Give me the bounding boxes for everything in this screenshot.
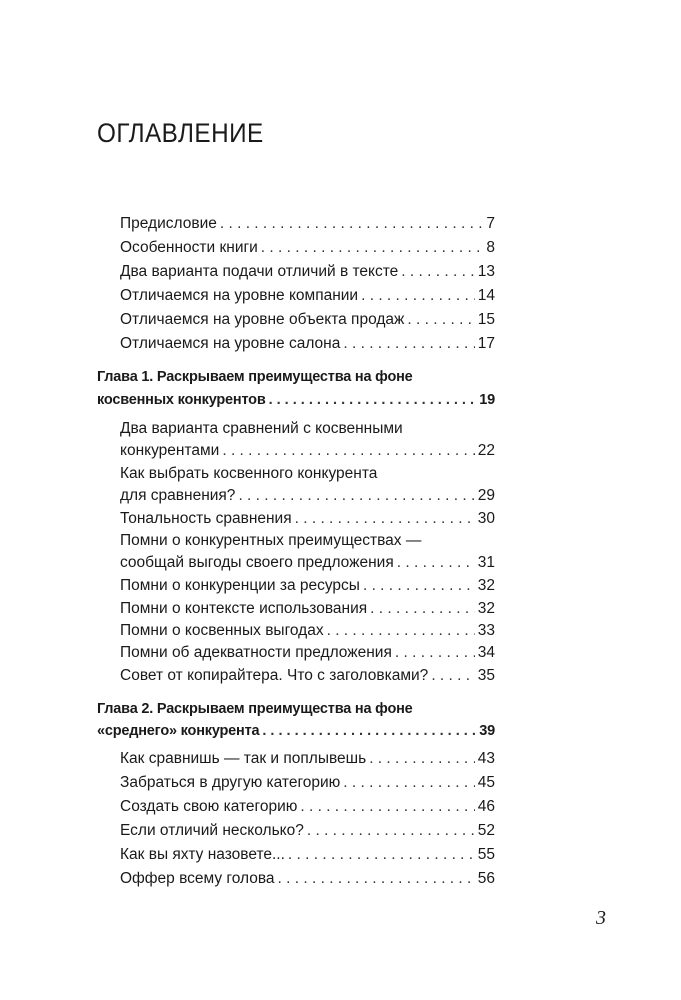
toc-entry-page: 52 bbox=[477, 822, 495, 839]
toc-entry-page: 8 bbox=[486, 239, 495, 256]
toc-entry-label: Особенности книги bbox=[120, 239, 258, 256]
toc-entry-page: 45 bbox=[477, 774, 495, 791]
leader-dots bbox=[397, 552, 475, 574]
leader-dots bbox=[278, 868, 475, 890]
toc-entry-page: 17 bbox=[477, 335, 495, 352]
toc-entry[interactable] bbox=[120, 285, 495, 307]
toc-entry-label: Два варианта подачи отличий в тексте bbox=[120, 263, 399, 280]
toc-entry-page: 56 bbox=[477, 870, 495, 887]
toc-entry-label: Если отличий несколько? bbox=[120, 822, 304, 839]
toc-entry-page: 15 bbox=[477, 311, 495, 328]
leader-dots bbox=[300, 796, 474, 818]
toc-entry[interactable] bbox=[120, 261, 495, 283]
toc-entry-page: 29 bbox=[477, 487, 495, 504]
toc-entry-page: 31 bbox=[477, 554, 495, 571]
toc-entry-page: 22 bbox=[477, 442, 495, 459]
toc-entry-label: конкурентами bbox=[120, 442, 220, 459]
leader-dots bbox=[343, 333, 474, 355]
toc-entry[interactable] bbox=[120, 485, 495, 507]
page-number: 3 bbox=[596, 907, 606, 929]
toc-entry[interactable] bbox=[120, 772, 495, 794]
toc-entry[interactable] bbox=[120, 665, 495, 687]
leader-dots bbox=[262, 720, 476, 742]
toc-entry-page: 14 bbox=[477, 287, 495, 304]
toc-entry-page: 7 bbox=[486, 215, 495, 232]
toc-entry-label: Создать свою категорию bbox=[120, 798, 298, 815]
toc-entry[interactable] bbox=[120, 309, 495, 331]
toc-entry-label: Как вы яхту назовете... bbox=[120, 846, 285, 863]
toc-entry[interactable] bbox=[120, 213, 495, 235]
toc-entry-label: Как сравнишь — так и поплывешь bbox=[120, 750, 367, 767]
toc-entry[interactable] bbox=[120, 748, 495, 770]
toc-entry-label: для сравнения? bbox=[120, 487, 236, 504]
leader-dots bbox=[222, 440, 474, 462]
leader-dots bbox=[401, 261, 474, 283]
toc-entry[interactable] bbox=[120, 333, 495, 355]
chapter-1-page: 19 bbox=[479, 392, 495, 408]
chapter-1-heading[interactable] bbox=[97, 389, 495, 411]
toc-entry-label: Отличаемся на уровне компании bbox=[120, 287, 359, 304]
chapter-1-heading-line2: косвенных конкурентов bbox=[97, 392, 266, 408]
toc-entry-page: 55 bbox=[477, 846, 495, 863]
toc-entry[interactable] bbox=[120, 620, 495, 642]
toc-entry-label: сообщай выгоды своего предложения bbox=[120, 554, 394, 571]
toc-entry-label: Помни о конкуренции за ресурсы bbox=[120, 577, 360, 594]
toc-entry-page: 46 bbox=[477, 798, 495, 815]
toc-entry[interactable] bbox=[120, 844, 495, 866]
toc-entry[interactable] bbox=[120, 868, 495, 890]
toc-entry-page: 32 bbox=[477, 577, 495, 594]
toc-entry-line1: Как выбрать косвенного конкурента bbox=[120, 465, 378, 482]
toc-entry-page: 33 bbox=[477, 622, 495, 639]
leader-dots bbox=[361, 285, 475, 307]
toc-entry-line1: Два варианта сравнений с косвенными bbox=[120, 420, 403, 437]
chapter-2-heading-line1[interactable]: Глава 2. Раскрываем преимущества на фоне bbox=[97, 701, 413, 717]
chapter-2-heading[interactable] bbox=[97, 720, 495, 742]
toc-entry[interactable] bbox=[120, 642, 495, 664]
toc-entry-label: Забраться в другую категорию bbox=[120, 774, 341, 791]
leader-dots bbox=[295, 508, 475, 530]
toc-entry-page: 43 bbox=[477, 750, 495, 767]
toc-entry[interactable] bbox=[120, 598, 495, 620]
toc-entry-label: Тональность сравнения bbox=[120, 510, 292, 527]
leader-dots bbox=[343, 772, 474, 794]
leader-dots bbox=[288, 844, 475, 866]
leader-dots bbox=[220, 213, 484, 235]
toc-entry-label: Помни об адекватности предложения bbox=[120, 644, 392, 661]
leader-dots bbox=[363, 575, 475, 597]
toc-entry-label: Оффер всему голова bbox=[120, 870, 275, 887]
toc-entry[interactable] bbox=[120, 552, 495, 574]
toc-entry-page: 34 bbox=[477, 644, 495, 661]
page-title: ОГЛАВЛЕНИЕ bbox=[97, 118, 264, 148]
leader-dots bbox=[431, 665, 474, 687]
toc-entry[interactable] bbox=[120, 440, 495, 462]
toc-entry-page: 13 bbox=[477, 263, 495, 280]
leader-dots bbox=[407, 309, 474, 331]
toc-entry-label: Совет от копирайтера. Что с заголовками? bbox=[120, 667, 429, 684]
toc-entry[interactable] bbox=[120, 796, 495, 818]
leader-dots bbox=[327, 620, 475, 642]
toc-entry-page: 32 bbox=[477, 600, 495, 617]
leader-dots bbox=[370, 598, 475, 620]
toc-entry-label: Отличаемся на уровне салона bbox=[120, 335, 341, 352]
toc-entry[interactable] bbox=[120, 820, 495, 842]
toc-entry-label: Помни о контексте использования bbox=[120, 600, 368, 617]
toc-entry-page: 35 bbox=[477, 667, 495, 684]
toc-entry[interactable] bbox=[120, 237, 495, 259]
toc-entry-page: 30 bbox=[477, 510, 495, 527]
leader-dots bbox=[269, 389, 477, 411]
toc-entry[interactable] bbox=[120, 508, 495, 530]
leader-dots bbox=[261, 237, 484, 259]
toc-entry-label: Отличаемся на уровне объекта продаж bbox=[120, 311, 405, 328]
toc-entry[interactable] bbox=[120, 575, 495, 597]
leader-dots bbox=[307, 820, 475, 842]
toc-entry-label: Предисловие bbox=[120, 215, 217, 232]
toc-entry-line1: Помни о конкурентных преимуществах — bbox=[120, 532, 422, 549]
leader-dots bbox=[369, 748, 475, 770]
toc-entry-label: Помни о косвенных выгодах bbox=[120, 622, 324, 639]
leader-dots bbox=[238, 485, 474, 507]
chapter-1-heading-line1[interactable]: Глава 1. Раскрываем преимущества на фоне bbox=[97, 369, 413, 385]
chapter-2-heading-line2: «среднего» конкурента bbox=[97, 723, 260, 739]
leader-dots bbox=[395, 642, 475, 664]
chapter-2-page: 39 bbox=[479, 723, 495, 739]
